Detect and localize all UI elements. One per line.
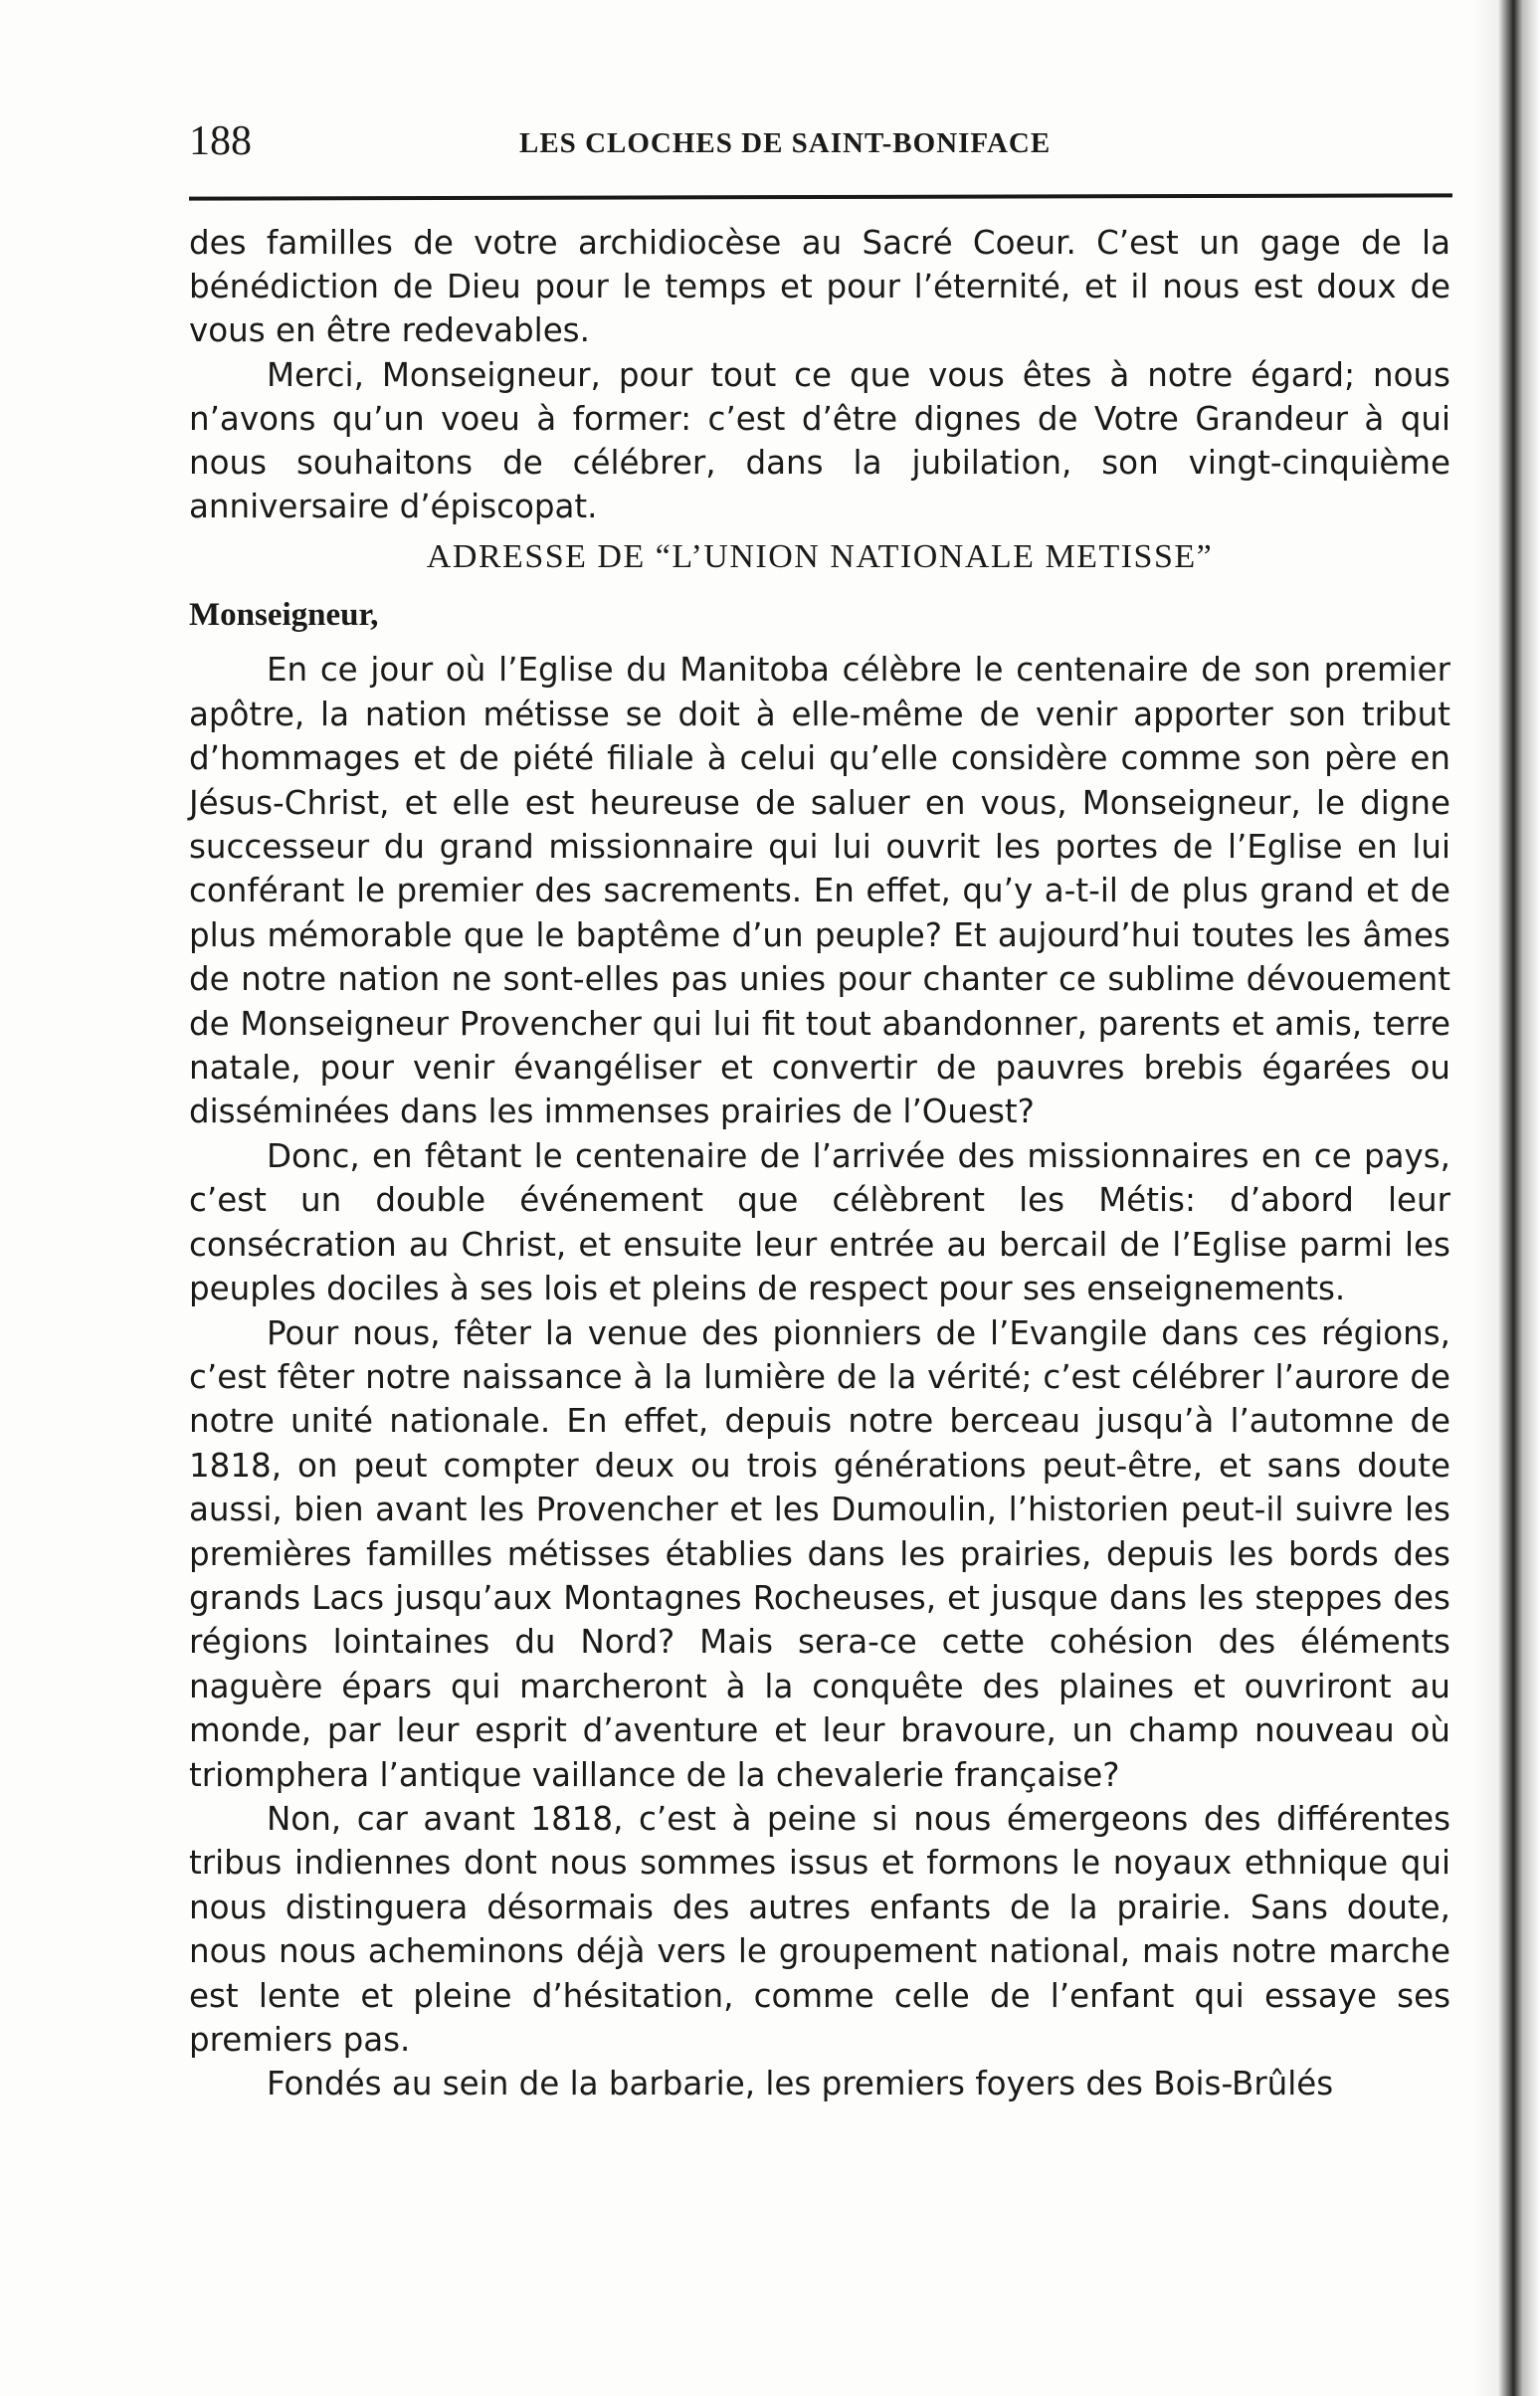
running-title: LES CLOCHES DE SAINT-BONIFACE (519, 127, 1052, 159)
paragraph: Pour nous, fêter la venue des pionniers de l’Evangile dans ces régions, c’est fêter notre naissance à la lumière de la vérité; c’est célébrer l’aurore de notre unité nationale. En effet, depuis notre berceau jusqu’à l’automne de 1818, on peut compter deux ou trois générations peut-être, et sans doute aussi, bien avant les Provencher et les Dumoulin, l’historien peut-il suivre les premières familles métisses établies dans les prairies, depuis les bords des grands Lacs jusqu’aux Montagnes Rocheuses, et jusque dans les steppes des régions lointaines du Nord? Mais sera-ce cette cohésion des éléments naguère épars qui marcheront à la conquête des plaines et ouvriront au monde, par leur esprit d’aventure et leur bravoure, un champ nouveau où triomphera l’antique vaillance de la chevalerie française? (189, 1313, 1450, 1794)
paragraph: Non, car avant 1818, c’est à peine si nous émergeons des différentes tribus indiennes dont nous sommes issus et formons le noyaux ethnique qui nous distinguera désormais des autres enfants de la prairie. Sans doute, nous nous acheminons déjà vers le groupement national, mais notre marche est lente et pleine d’hésitation, comme celle de l’enfant qui essaye ses premiers pas. (189, 1799, 1450, 2060)
running-header (189, 117, 1447, 177)
paragraph: En ce jour où l’Eglise du Manitoba célèbre le centenaire de son premier apôtre, la nation métisse se doit à elle-même de venir apporter son tribut d’hommages et de piété filiale à celui qu’elle considère comme son père en Jésus-Christ, et elle est heureuse de saluer en vous, Monseigneur, le digne successeur du grand missionnaire qui lui ouvrit les portes de l’Eglise en lui conférant le premier des sacrements. En effet, qu’y a-t-il de plus grand et de plus mémorable que le baptême d’un peuple? Et aujourd’hui toutes les âmes de notre nation ne sont-elles pas unies pour chanter ce sublime dévouement de Monseigneur Provencher qui lui fit tout abandonner, parents et amis, terre natale, pour venir évangéliser et convertir de pauvres brebis égarées ou disséminées dans les immenses prairies de l’Ouest? (189, 651, 1450, 1131)
header-rule (189, 193, 1452, 200)
salutation: Monseigneur, (189, 597, 379, 634)
paragraph-thanks: Merci, Monseigneur, pour tout ce que vous êtes à notre égard; nous n’avons qu’un voeu à former: c’est d’être dignes de Votre Grandeur à qui nous souhaitons de célébrer, dans la jubilation, son vingt-cinquième anniversaire d’épiscopat. (189, 355, 1450, 526)
paragraph-continued: des familles de votre archidiocèse au Sacré Coeur. C’est un gage de la bénédiction de Dieu pour le temps et pour l’éternité, et il nous est doux de vous en être redevables. (189, 224, 1450, 350)
body-text (189, 221, 1450, 2106)
page-binding-shadow (1470, 0, 1540, 2396)
section-heading: ADRESSE DE “L’UNION NATIONALE METISSE” (426, 538, 1214, 576)
paragraph: Donc, en fêtant le centenaire de l’arrivée des missionnaires en ce pays, c’est un double événement que célèbrent les Métis: d’abord leur consécration au Christ, et ensuite leur entrée au bercail de l’Eglise parmi les peuples dociles à ses lois et pleins de respect pour ses enseignements. (189, 1136, 1450, 1308)
page-number: 188 (189, 118, 252, 164)
paragraph: Fondés au sein de la barbarie, les premiers foyers des Bois-Brûlés (267, 2065, 1334, 2103)
